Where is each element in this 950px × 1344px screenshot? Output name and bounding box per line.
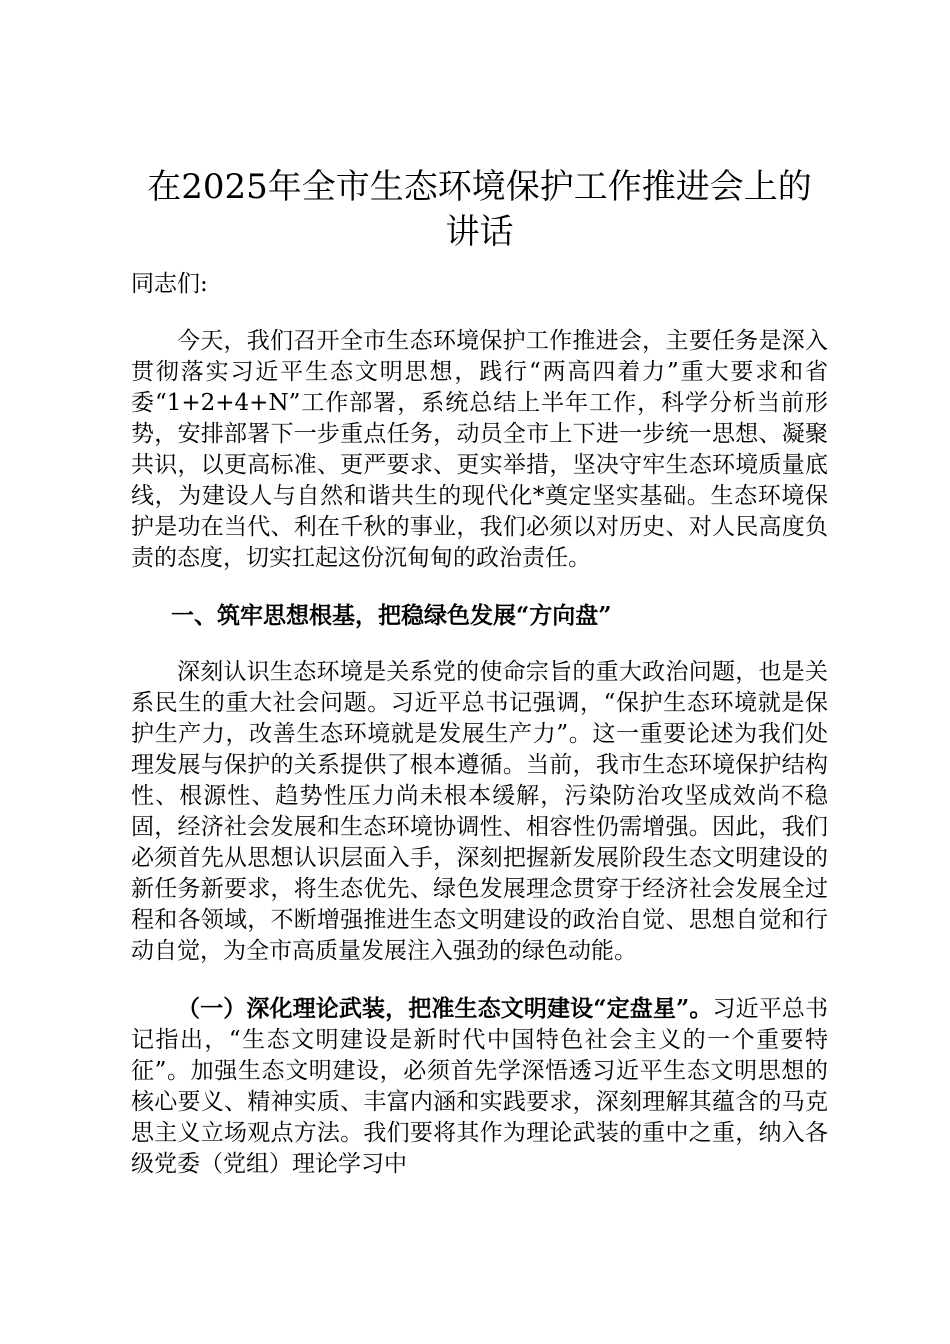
- section-heading-1: 一、筑牢思想根基，把稳绿色发展“方向盘”: [171, 602, 612, 629]
- paragraph-subsection-1: [131, 993, 828, 1180]
- document-page: [131, 165, 828, 1180]
- salutation: 同志们:: [131, 271, 208, 297]
- subsection-body-1: 习近平总书记指出，“生态文明建设是新时代中国特色社会主义的一个重要特征”。加强生态文明建设，必须首先学深悟透习近平生态文明思想的核心要义、精神实质、丰富内涵和实践要求，深刻理解其蕴含的马克思主义立场观点方法。我们要将其作为理论武装的重中之重，纳入各级党委（党组）理论学习中: [131, 996, 829, 1177]
- paragraph-intro: 今天，我们召开全市生态环境保护工作推进会，主要任务是深入贯彻落实习近平生态文明思想，践行“两高四着力”重大要求和省委“1+2+4+N”工作部署，系统总结上半年工作，科学分析当前形势，安排部署下一步重点任务，动员全市上下进一步统一思想、凝聚共识，以更高标准、更严要求、更实举措，坚决守牢生态环境质量底线，为建设人与自然和谐共生的现代化*奠定坚实基础。生态环境保护是功在当代、利在千秋的事业，我们必须以对历史、对人民高度负责的态度，切实扛起这份沉甸甸的政治责任。: [131, 328, 828, 571]
- document-title: 在2025年全市生态环境保护工作推进会上的讲话: [147, 167, 812, 252]
- subsection-heading-1: （一）深化理论武装，把准生态文明建设“定盘星”。: [177, 995, 713, 1022]
- paragraph-section-1: 深刻认识生态环境是关系党的使命宗旨的重大政治问题，也是关系民生的重大社会问题。习近平总书记强调，“保护生态环境就是保护生产力，改善生态环境就是发展生产力”。这一重要论述为我们处理发展与保护的关系提供了根本遵循。当前，我市生态环境保护结构性、根源性、趋势性压力尚未根本缓解，污染防治攻坚成效尚不稳固，经济社会发展和生态环境协调性、相容性仍需增强。因此，我们必须首先从思想认识层面入手，深刻把握新发展阶段生态文明建设的新任务新要求，将生态优先、绿色发展理念贯穿于经济社会发展全过程和各领域，不断增强推进生态文明建设的政治自觉、思想自觉和行动自觉，为全市高质量发展注入强劲的绿色动能。: [131, 659, 828, 964]
